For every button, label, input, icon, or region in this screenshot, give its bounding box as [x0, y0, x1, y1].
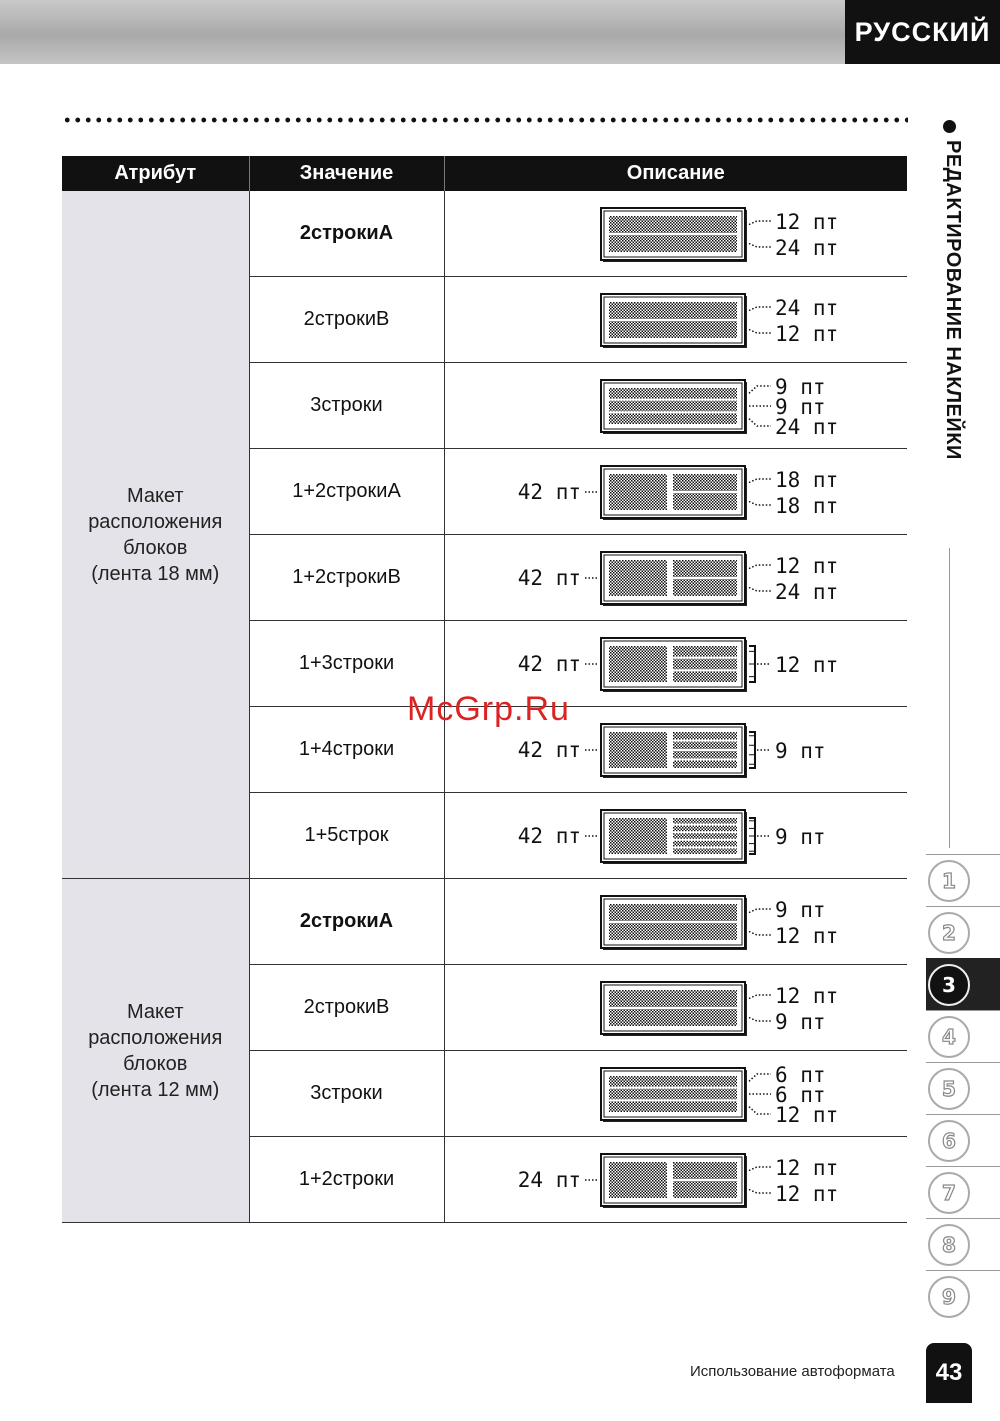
text-line-block	[609, 1009, 737, 1026]
size-label: 12 пт	[774, 322, 838, 346]
left-size-label: 42 пт	[517, 824, 581, 848]
value-cell: 3строки	[249, 363, 444, 449]
chapter-tab-6[interactable]	[926, 1114, 1000, 1166]
description-cell	[444, 965, 907, 1051]
size-label: 9 пт	[774, 825, 826, 849]
label-layout-illustration	[445, 806, 905, 866]
watermark: McGrp.Ru	[407, 690, 570, 728]
size-label: 12 пт	[774, 1182, 838, 1206]
text-line-block	[673, 751, 737, 759]
size-label: 6 пт	[774, 1083, 826, 1107]
attribute-text-line: блоков	[123, 536, 188, 559]
leader-line	[749, 419, 771, 426]
leader-line	[749, 995, 771, 999]
large-block	[609, 646, 667, 682]
attribute-text-line: Макет	[126, 484, 184, 507]
attribute-text-line: (лента 12 мм)	[91, 1078, 220, 1101]
label-layout-illustration	[445, 978, 905, 1038]
leader-line	[749, 330, 771, 334]
size-label: 12 пт	[774, 924, 838, 948]
chapter-number: 5	[928, 1068, 970, 1110]
chapter-number: 1	[928, 860, 970, 902]
bracket	[749, 732, 755, 768]
left-size-label: 42 пт	[517, 566, 581, 590]
dotted-separator	[62, 117, 908, 123]
value-cell: 1+4строки	[249, 707, 444, 793]
value-cell: 2строкиA	[249, 191, 444, 277]
label-layout-illustration	[445, 634, 905, 694]
label-layout-illustration	[445, 720, 905, 780]
text-line-block	[673, 646, 737, 657]
value-cell: 1+2строки	[249, 1137, 444, 1223]
text-line-block	[673, 732, 737, 740]
size-label: 6 пт	[774, 1064, 826, 1087]
leader-line	[749, 502, 771, 506]
table-row	[62, 879, 907, 965]
leader-line	[749, 1074, 771, 1081]
label-layout-illustration	[445, 892, 905, 952]
text-line-block	[673, 493, 737, 510]
label-layout-illustration	[445, 462, 905, 522]
text-line-block	[609, 321, 737, 338]
text-line-block	[673, 761, 737, 769]
text-line-block	[673, 742, 737, 750]
text-line-block	[673, 848, 737, 854]
large-block	[609, 732, 667, 768]
leader-line	[749, 1167, 771, 1171]
size-label: 12 пт	[774, 554, 838, 578]
chapter-number: 7	[928, 1172, 970, 1214]
size-label: 24 пт	[774, 415, 838, 436]
bullet-icon	[943, 120, 956, 133]
text-line-block	[609, 990, 737, 1007]
size-label: 9 пт	[774, 395, 826, 419]
attribute-text-line: расположения	[88, 1026, 223, 1049]
description-cell	[444, 191, 907, 277]
chapter-number: 9	[928, 1276, 970, 1318]
text-line-block	[609, 1101, 737, 1112]
large-block	[609, 474, 667, 510]
description-cell	[444, 1137, 907, 1223]
label-layout-illustration	[445, 1064, 905, 1124]
text-line-block	[609, 904, 737, 921]
chapter-tab-5[interactable]	[926, 1062, 1000, 1114]
leader-line	[749, 1018, 771, 1022]
value-cell: 2строкиA	[249, 879, 444, 965]
chapter-tab-4[interactable]	[926, 1010, 1000, 1062]
value-cell: 1+2строкиA	[249, 449, 444, 535]
text-line-block	[673, 833, 737, 839]
text-line-block	[673, 474, 737, 491]
chapter-index	[926, 854, 1000, 1322]
text-line-block	[673, 671, 737, 682]
attribute-text-line: Макет	[126, 1000, 184, 1023]
attribute-text-line: (лента 18 мм)	[91, 562, 220, 585]
attribute-cell	[62, 191, 249, 879]
chapter-tab-9[interactable]	[926, 1270, 1000, 1322]
size-label: 12 пт	[774, 210, 838, 234]
sidebar-divider	[949, 548, 950, 848]
chapter-tab-1[interactable]	[926, 854, 1000, 906]
text-line-block	[673, 826, 737, 832]
size-label: 18 пт	[774, 494, 838, 518]
size-label: 24 пт	[774, 236, 838, 260]
leader-line	[749, 221, 771, 225]
header-bar	[0, 0, 845, 64]
attribute-cell	[62, 879, 249, 1223]
label-layout-illustration	[445, 548, 905, 608]
label-layout-illustration	[445, 1150, 905, 1210]
chapter-tab-8[interactable]	[926, 1218, 1000, 1270]
text-line-block	[673, 1162, 737, 1179]
text-line-block	[609, 216, 737, 233]
size-label: 24 пт	[774, 580, 838, 604]
size-label: 12 пт	[774, 653, 838, 677]
leader-line	[749, 588, 771, 592]
leader-line	[749, 1107, 771, 1114]
left-size-label: 42 пт	[517, 480, 581, 504]
description-cell	[444, 277, 907, 363]
attribute-text-line: блоков	[123, 1052, 188, 1075]
chapter-number: 3	[928, 964, 970, 1006]
text-line-block	[609, 413, 737, 424]
table-header-row	[62, 156, 907, 191]
text-line-block	[609, 1089, 737, 1100]
text-line-block	[673, 560, 737, 577]
leader-line	[749, 307, 771, 311]
tape-outline	[601, 294, 745, 346]
text-line-block	[609, 235, 737, 252]
description-cell	[444, 449, 907, 535]
leader-line	[749, 244, 771, 248]
value-cell: 2строкиB	[249, 277, 444, 363]
text-line-block	[609, 401, 737, 412]
text-line-block	[609, 302, 737, 319]
footer-text: Использование автоформата	[690, 1363, 895, 1380]
leader-line	[749, 1190, 771, 1194]
chapter-number: 4	[928, 1016, 970, 1058]
left-size-label: 24 пт	[517, 1168, 581, 1192]
left-size-label: 42 пт	[517, 738, 581, 762]
tape-outline	[601, 982, 745, 1034]
leader-line	[749, 932, 771, 936]
column-header-attribute: Атрибут	[62, 156, 249, 191]
size-label: 12 пт	[774, 1103, 838, 1124]
value-cell: 1+3строки	[249, 621, 444, 707]
value-cell: 1+2строкиB	[249, 535, 444, 621]
language-tab: РУССКИЙ	[845, 0, 1000, 64]
size-label: 12 пт	[774, 1156, 838, 1180]
tape-outline	[601, 896, 745, 948]
leader-line	[749, 565, 771, 569]
section-title: РЕДАКТИРОВАНИЕ НАКЛЕЙКИ	[942, 140, 964, 460]
column-header-value: Значение	[249, 156, 444, 191]
description-cell	[444, 793, 907, 879]
description-cell	[444, 879, 907, 965]
chapter-number: 6	[928, 1120, 970, 1162]
leader-line	[749, 479, 771, 483]
size-label: 9 пт	[774, 1010, 826, 1034]
size-label: 9 пт	[774, 376, 826, 399]
large-block	[609, 818, 667, 854]
large-block	[609, 560, 667, 596]
label-layout-illustration	[445, 204, 905, 264]
label-layout-illustration	[445, 376, 905, 436]
leader-line	[749, 909, 771, 913]
page-number: 43	[926, 1343, 972, 1403]
attribute-text-line: расположения	[88, 510, 223, 533]
text-line-block	[673, 579, 737, 596]
label-layout-illustration	[445, 290, 905, 350]
description-cell	[444, 363, 907, 449]
size-label: 9 пт	[774, 739, 826, 763]
description-cell	[444, 535, 907, 621]
chapter-number: 8	[928, 1224, 970, 1266]
text-line-block	[673, 1181, 737, 1198]
tape-outline	[601, 208, 745, 260]
description-cell	[444, 1051, 907, 1137]
size-label: 24 пт	[774, 296, 838, 320]
size-label: 18 пт	[774, 468, 838, 492]
value-cell: 2строкиB	[249, 965, 444, 1051]
chapter-number: 2	[928, 912, 970, 954]
value-cell: 1+5строк	[249, 793, 444, 879]
large-block	[609, 1162, 667, 1198]
text-line-block	[673, 818, 737, 824]
text-line-block	[673, 841, 737, 847]
text-line-block	[673, 659, 737, 670]
table-row	[62, 191, 907, 277]
chapter-tab-3[interactable]	[926, 958, 1000, 1010]
leader-line	[749, 386, 771, 393]
size-label: 12 пт	[774, 984, 838, 1008]
size-label: 9 пт	[774, 898, 826, 922]
chapter-tab-7[interactable]	[926, 1166, 1000, 1218]
left-size-label: 42 пт	[517, 652, 581, 676]
text-line-block	[609, 1076, 737, 1087]
chapter-tab-2[interactable]	[926, 906, 1000, 958]
text-line-block	[609, 388, 737, 399]
value-cell: 3строки	[249, 1051, 444, 1137]
column-header-description: Описание	[444, 156, 907, 191]
text-line-block	[609, 923, 737, 940]
